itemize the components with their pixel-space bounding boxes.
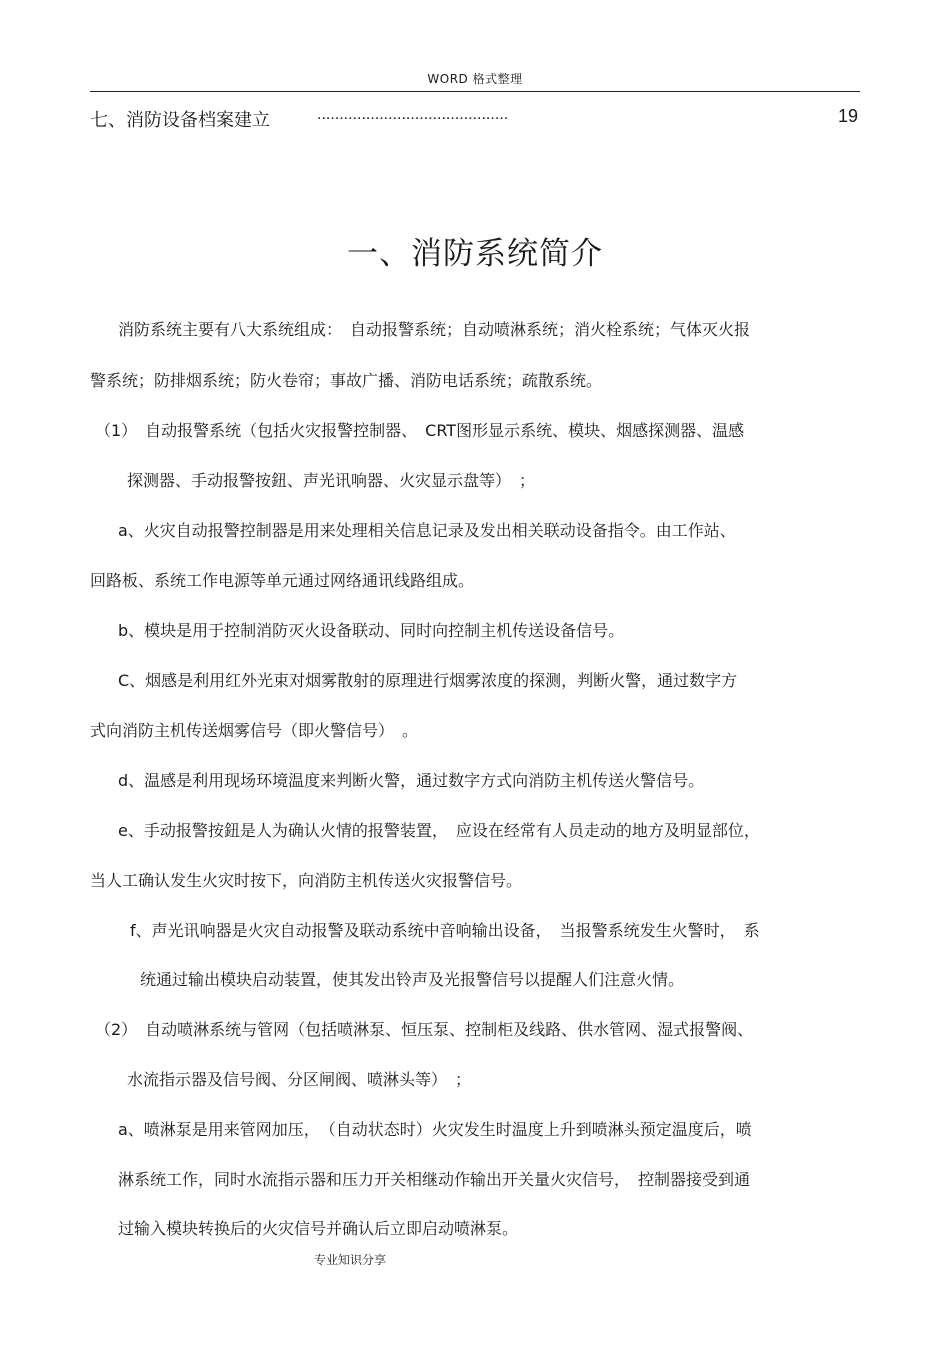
body-line: 消防系统主要有八大系统组成： 自动报警系统；自动喷淋系统；消火栓系统；气体灭火报 <box>118 320 751 339</box>
body-line: 探测器、手动报警按鈕、声光讯响器、火灾显示盘等） ； <box>127 471 536 490</box>
toc-entry <box>90 106 860 132</box>
body-line: 当人工确认发生火灾时按下，向消防主机传送火灾报警信号。 <box>90 871 523 890</box>
body-line: a、喷淋泵是用来管网加压， （自动状态时）火灾发生时温度上升到喷淋头预定温度后，喷 <box>118 1120 752 1139</box>
body-line: 回路板、系统工作电源等单元通过网络通讯线路组成。 <box>90 571 475 590</box>
body-line: 过输入模块转换后的火灾信号并确认后立即启动喷淋泵。 <box>118 1219 519 1238</box>
section-title: 一、消防系统简介 <box>347 236 603 272</box>
body-line: a、火灾自动报警控制器是用来处理相关信息记录及发出相关联动设备指令。由工作站、 <box>118 521 736 540</box>
body-line: 警系统；防排烟系统；防火卷帘；事故广播、消防电话系统；疏散系统。 <box>90 371 603 390</box>
body-line: （1） 自动报警系统（包括火灾报警控制器、 CRT图形显示系统、模块、烟感探测器、温感 <box>95 421 745 440</box>
body-line: d、温感是利用现场环境温度来判断火警，通过数字方式向消防主机传送火警信号。 <box>118 771 705 790</box>
page-header-text: WORD 格式整理 <box>427 72 523 86</box>
body-line: 淋系统工作，同时水流指示器和压力开关相继动作输出开关量火灾信号， 控制器接受到通 <box>118 1170 751 1189</box>
header-divider <box>90 91 860 92</box>
body-line: 式向消防主机传送烟雾信号（即火警信号） 。 <box>90 721 419 740</box>
body-line: e、手动报警按鈕是人为确认火情的报警装置， 应设在经常有人员走动的地方及明显部位， <box>118 821 760 840</box>
toc-entry-leader-dots: ........................................... <box>317 106 509 123</box>
body-line: （2） 自动喷淋系统与管网（包括喷淋泵、恒压泵、控制柜及线路、供水管网、湿式报警阀、 <box>95 1020 754 1039</box>
toc-entry-page-number: 19 <box>837 106 858 126</box>
body-line: 水流指示器及信号阀、分区闸阀、喷淋头等） ； <box>127 1070 472 1089</box>
body-line: 统通过输出模块启动装置，使其发出铃声及光报警信号以提醒人们注意火情。 <box>140 970 685 989</box>
body-line: f、声光讯响器是火灾自动报警及联动系统中音响输出设备， 当报警系统发生火警时， 系 <box>130 921 760 940</box>
body-line: b、模块是用于控制消防灭火设备联动、同时向控制主机传送设备信号。 <box>118 621 625 640</box>
page-footer-text: 专业知识分享 <box>314 1253 387 1267</box>
toc-entry-label: 七、消防设备档案建立 <box>90 110 270 131</box>
body-line: C、烟感是利用红外光束对烟雾散射的原理进行烟雾浓度的探测，判断火警，通过数字方 <box>118 671 738 690</box>
